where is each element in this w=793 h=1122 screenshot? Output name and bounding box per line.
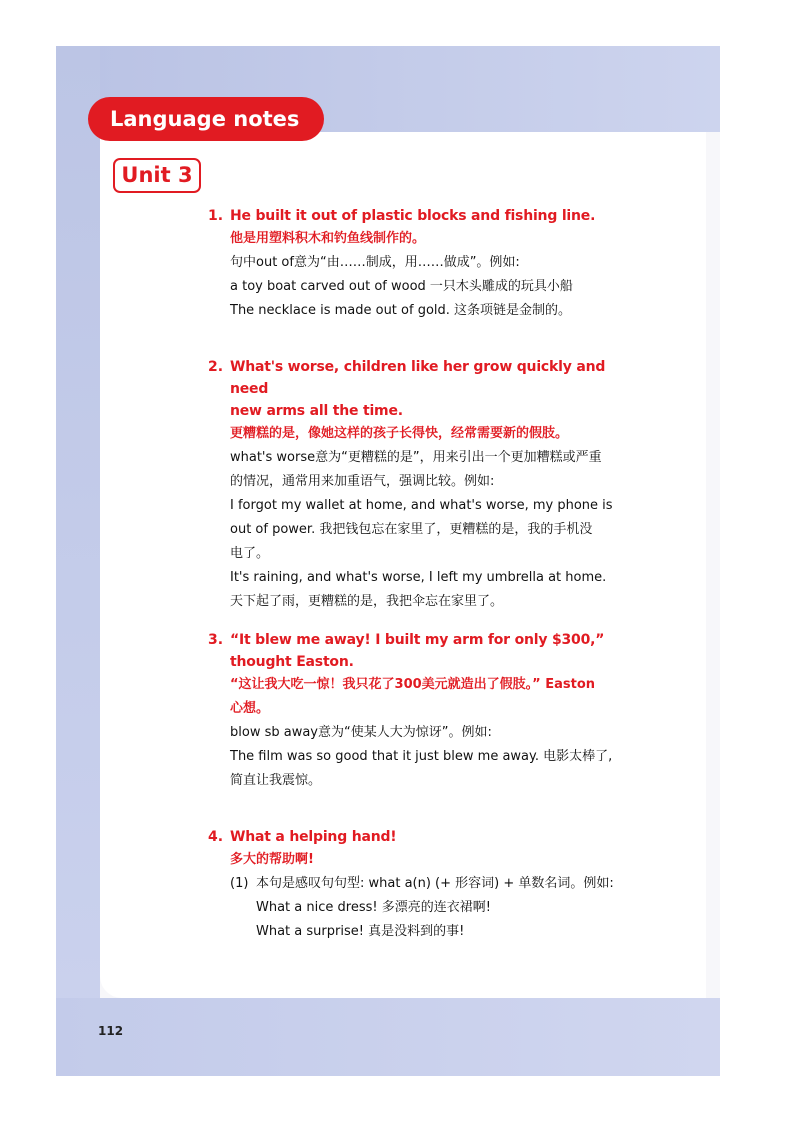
note-line: 天下起了雨，更糟糕的是，我把伞忘在家里了。 <box>230 594 504 609</box>
section-header: Language notes <box>88 97 324 141</box>
sub-point <box>230 872 628 896</box>
note-title-zh: 心想。 <box>230 701 270 716</box>
note-line: The necklace is made out of gold. 这条项链是金制的。 <box>230 303 572 318</box>
note-2 <box>208 356 628 614</box>
note-line: 的情况，通常用来加重语气，强调比较。例如: <box>230 474 495 489</box>
side-band <box>56 46 100 1076</box>
note-title-zh: 多大的帮助啊! <box>230 852 314 867</box>
note-line: blow sb away意为“使某人大为惊讶”。例如: <box>230 725 492 740</box>
note-title-en: What a helping hand! <box>230 829 397 845</box>
note-title-en: new arms all the time. <box>230 403 403 419</box>
note-line: a toy boat carved out of wood 一只木头雕成的玩具小船 <box>230 279 573 294</box>
note-title-zh: 更糟糕的是，像她这样的孩子长得快，经常需要新的假肢。 <box>230 426 569 441</box>
example-line: What a nice dress! 多漂亮的连衣裙啊! <box>256 900 491 915</box>
note-1 <box>208 205 628 323</box>
example-line: What a surprise! 真是没料到的事! <box>256 924 465 939</box>
note-line: 句中out of意为“由……制成，用……做成”。例如: <box>230 255 520 270</box>
note-number: 1. <box>208 208 224 224</box>
note-number: 3. <box>208 632 224 648</box>
note-line: what's worse意为“更糟糕的是”，用来引出一个更加糟糕或严重 <box>230 450 602 465</box>
note-line: out of power. 我把钱包忘在家里了，更糟糕的是，我的手机没 <box>230 522 593 537</box>
sub-point-label: (1) <box>230 876 249 891</box>
unit-badge: Unit 3 <box>113 158 201 193</box>
note-title-en: thought Easton. <box>230 654 354 670</box>
note-title-zh: “这让我大吃一惊！我只花了300美元就造出了假肢。” Easton <box>230 677 596 692</box>
note-number: 4. <box>208 829 224 845</box>
note-3 <box>208 629 628 793</box>
bottom-band <box>56 998 720 1076</box>
note-line: I forgot my wallet at home, and what's worse, my phone is <box>230 498 613 513</box>
note-title-zh: 他是用塑料积木和钓鱼线制作的。 <box>230 231 426 246</box>
sub-point-intro: 本句是感叹句句型: what a(n) (+ 形容词) + 单数名词。例如: <box>256 876 614 891</box>
note-line: The film was so good that it just blew me away. 电影太棒了, <box>230 749 613 764</box>
note-title-en: “It blew me away! I built my arm for only $300,” <box>230 632 605 648</box>
note-title-en: What's worse, children like her grow quickly and need <box>230 359 606 397</box>
note-line: 简直让我震惊。 <box>230 773 322 788</box>
note-line: 电了。 <box>230 546 270 561</box>
note-line: It's raining, and what's worse, I left my umbrella at home. <box>230 570 607 585</box>
note-title-en: He built it out of plastic blocks and fishing line. <box>230 208 596 224</box>
note-4 <box>208 826 628 944</box>
page-number: 112 <box>98 1024 124 1038</box>
note-number: 2. <box>208 359 224 375</box>
